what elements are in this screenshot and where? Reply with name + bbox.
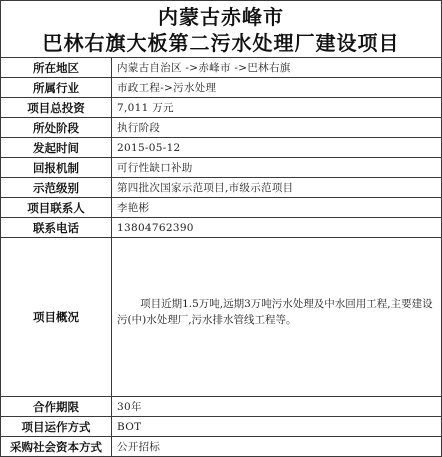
row-value-start-date: 2015-05-12 <box>112 138 442 158</box>
row-value-return-mechanism: 可行性缺口补助 <box>112 158 442 178</box>
row-label-operation-mode: 项目运作方式 <box>1 417 112 437</box>
overview-text: 项目近期1.5万吨,远期3万吨污水处理及中水回用工程,主要建设污(中)水处理厂,污水排水管线工程等。 <box>117 298 433 326</box>
row-label-demo-level: 示范级别 <box>1 178 112 198</box>
row-value-overview <box>112 238 442 397</box>
title-project-name: 巴林右旗大板第二污水处理厂建设项目 <box>42 31 400 55</box>
row-label-contact-person: 项目联系人 <box>1 198 112 218</box>
row-value-region: 内蒙古自治区 ->赤峰市 ->巴林右旗 <box>112 58 442 78</box>
table-row <box>1 198 442 218</box>
table-row <box>1 158 442 178</box>
row-label-stage: 所处阶段 <box>1 118 112 138</box>
row-value-operation-mode: BOT <box>112 417 442 437</box>
row-value-stage: 执行阶段 <box>112 118 442 138</box>
row-label-region: 所在地区 <box>1 58 112 78</box>
title-region: 内蒙古赤峰市 <box>158 5 284 29</box>
table-row <box>1 417 442 437</box>
table-row <box>1 58 442 78</box>
row-label-total-investment: 项目总投资 <box>1 98 112 118</box>
row-value-total-investment: 7,011 万元 <box>112 98 442 118</box>
row-label-procurement-method: 采购社会资本方式 <box>1 437 112 457</box>
table-row <box>1 218 442 238</box>
row-value-phone: 13804762390 <box>112 218 442 238</box>
row-label-start-date: 发起时间 <box>1 138 112 158</box>
row-label-return-mechanism: 回报机制 <box>1 158 112 178</box>
row-value-cooperation-term: 30年 <box>112 397 442 417</box>
row-value-demo-level: 第四批次国家示范项目,市级示范项目 <box>112 178 442 198</box>
row-value-procurement-method: 公开招标 <box>112 437 442 457</box>
row-label-industry: 所属行业 <box>1 78 112 98</box>
row-value-industry: 市政工程->污水处理 <box>112 78 442 98</box>
table-row <box>1 238 442 397</box>
table-row <box>1 98 442 118</box>
project-info-table <box>0 57 442 457</box>
table-row <box>1 78 442 98</box>
table-row <box>1 397 442 417</box>
row-label-phone: 联系电话 <box>1 218 112 238</box>
row-label-cooperation-term: 合作期限 <box>1 397 112 417</box>
row-label-overview: 项目概况 <box>1 238 112 397</box>
table-row <box>1 178 442 198</box>
table-row <box>1 138 442 158</box>
table-row <box>1 437 442 457</box>
table-row <box>1 118 442 138</box>
header <box>0 0 442 58</box>
row-value-contact-person: 李艳彬 <box>112 198 442 218</box>
